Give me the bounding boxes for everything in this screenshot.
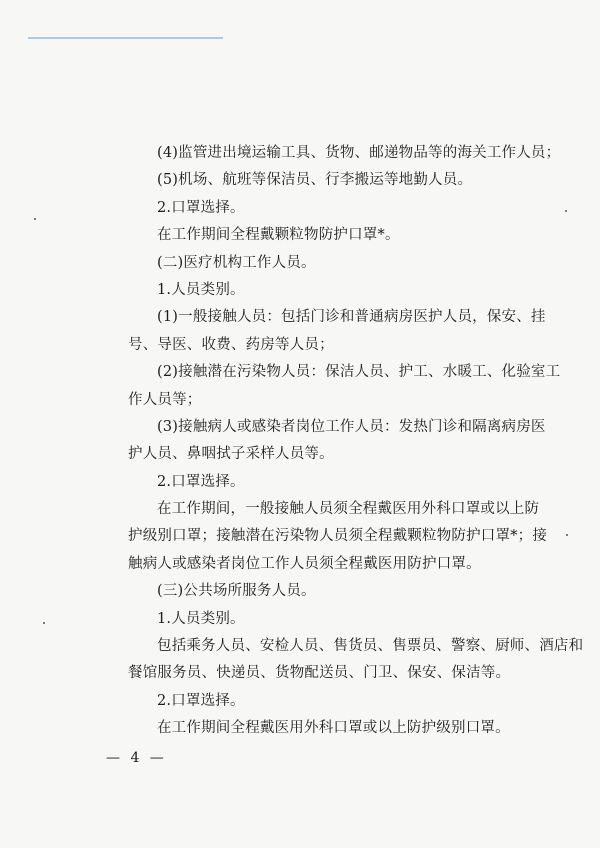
paragraph-continuation-line: 作人员等；	[128, 391, 202, 408]
page-number: — 4 —	[106, 750, 167, 766]
paragraph-line: 2.口罩选择。	[157, 473, 245, 490]
paragraph-continuation-line: 护级别口罩；接触潜在污染物人员须全程戴颗粒物防护口罩*；接	[128, 528, 548, 545]
scan-speck	[43, 622, 45, 624]
paragraph-line: 在工作期间全程戴医用外科口罩或以上防护级别口罩。	[157, 720, 510, 737]
document-body	[128, 140, 584, 743]
paragraph-line: 在工作期间全程戴颗粒物防护口罩*。	[157, 227, 400, 244]
paragraph-continuation-line: 号、导医、收费、药房等人员；	[128, 336, 334, 353]
paragraph-line: (2)接触潜在污染物人员：保洁人员、护工、水暖工、化验室工	[157, 364, 561, 381]
paragraph-line: (5)机场、航班等保洁员、行李搬运等地勤人员。	[157, 172, 473, 189]
paragraph-line: 包括乘务人员、安检人员、售货员、售票员、警察、厨师、酒店和	[157, 638, 584, 655]
paragraph-line: (1)一般接触人员：包括门诊和普通病房医护人员，保安、挂	[157, 309, 546, 326]
paragraph-continuation-line: 触病人或感染者岗位工作人员须全程戴医用防护口罩。	[128, 555, 481, 572]
paragraph-line: 2.口罩选择。	[157, 199, 245, 216]
paragraph-line: (4)监管进出境运输工具、货物、邮递物品等的海关工作人员；	[157, 145, 561, 161]
paragraph-line: (三)公共场所服务人员。	[157, 583, 316, 600]
paragraph-continuation-line: 餐馆服务员、快递员、货物配送员、门卫、保安、保洁等。	[128, 665, 511, 682]
paragraph-line: (二)医疗机构工作人员。	[157, 254, 316, 271]
paragraph-line: (3)接触病人或感染者岗位工作人员：发热门诊和隔离病房医	[157, 418, 546, 435]
scan-speck	[566, 534, 568, 536]
scan-speck	[34, 218, 36, 220]
scan-speck	[565, 210, 567, 212]
paragraph-line: 在工作期间，一般接触人员须全程戴医用外科口罩或以上防	[157, 501, 540, 518]
paragraph-line: 1.人员类别。	[157, 610, 245, 627]
top-border-line	[28, 37, 223, 39]
paragraph-continuation-line: 护人员、鼻咽拭子采样人员等。	[128, 446, 334, 463]
paragraph-line: 1.人员类别。	[157, 281, 245, 298]
paragraph-line: 2.口罩选择。	[157, 692, 245, 709]
